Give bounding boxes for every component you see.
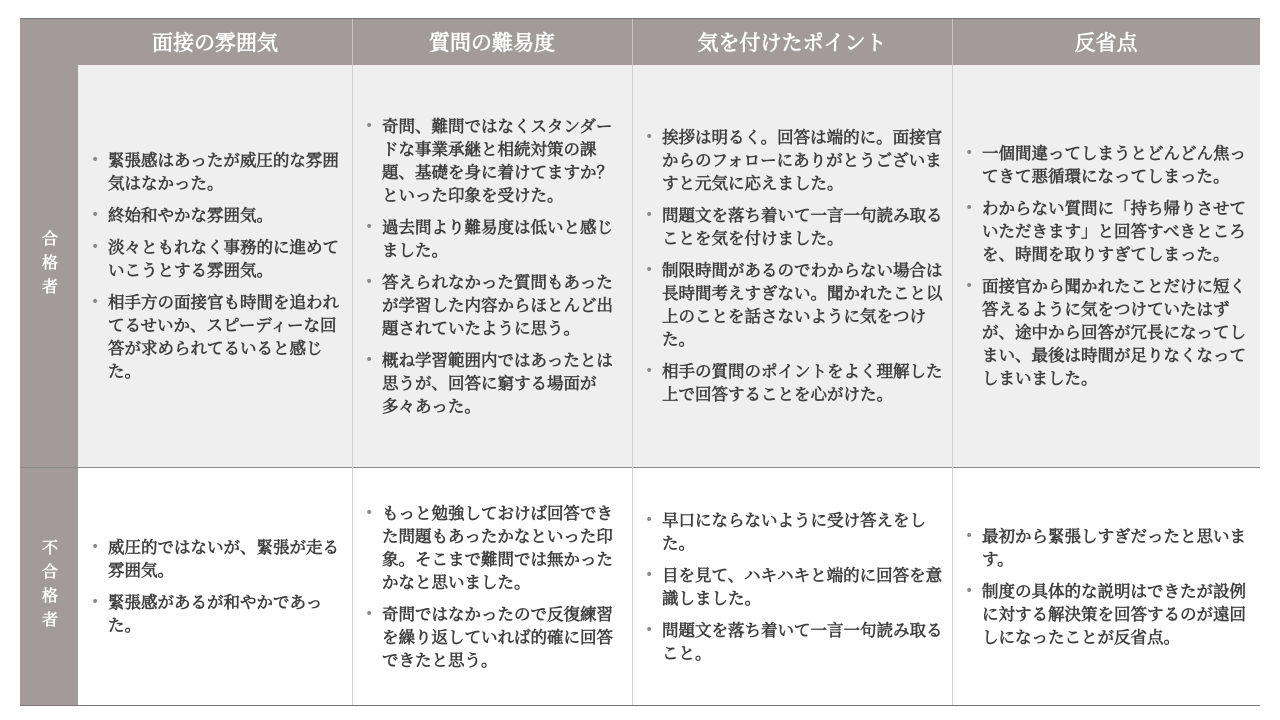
cell-failed-atmosphere: [78, 468, 352, 705]
cell-passed-reflection: [952, 65, 1260, 467]
cell-failed-difficulty: [352, 468, 632, 705]
bullet-item: • 早口にならないように受け答えをした。: [638, 509, 946, 555]
header-points: 気を付けたポイント: [632, 19, 952, 65]
cell-failed-reflection: [952, 468, 1260, 705]
header-difficulty: 質問の難易度: [352, 19, 632, 65]
cell-failed-points: [632, 468, 952, 705]
bullet-item: • 緊張感はあったが威圧的な雰囲気はなかった。: [84, 149, 346, 195]
bullet-item: • 最初から緊張しすぎだったと思います。: [958, 525, 1254, 571]
bullet-item: • もっと勉強しておけば回答できた問題もあったかなといった印象。そこまで難問では無かったかなと思いました。: [358, 502, 626, 594]
bullet-item: • 一個間違ってしまうとどんどん焦ってきて悪循環になってしまった。: [958, 142, 1254, 188]
bullet-item: • 相手方の面接官も時間を追われてるせいか、スピーディーな回答が求められてるいると感じた。: [84, 291, 346, 383]
bullet-item: • 緊張感があるが和やかであった。: [84, 591, 346, 637]
bullet-item: • 面接官から聞かれたことだけに短く答えるように気をつけていたはずが、途中から回答が冗長になってしまい、最後は時間が足りなくなってしまいました。: [958, 275, 1254, 390]
bullet-item: • 制度の具体的な説明はできたが設例に対する解決策を回答するのが遠回しになったことが反省点。: [958, 580, 1254, 649]
bullet-item: • 問題文を落ち着いて一言一句読み取ることを気を付けました。: [638, 204, 946, 250]
header-divider: [352, 19, 353, 65]
cell-passed-difficulty: [352, 65, 632, 467]
bullet-item: • 奇問ではなかったので反復練習を繰り返していれば的確に回答できたと思う。: [358, 603, 626, 672]
header-divider: [632, 19, 633, 65]
comparison-table: [20, 18, 1260, 706]
header-reflection: 反省点: [952, 19, 1260, 65]
row-label-failed: 不合格者: [20, 468, 78, 705]
bullet-item: • 問題文を落ち着いて一言一句読み取ること。: [638, 619, 946, 665]
bullet-item: • 挨拶は明るく。回答は端的に。面接官からのフォローにありがとうございますと元気に応えました。: [638, 126, 946, 195]
bullet-item: • 相手の質問のポイントをよく理解した上で回答することを心がけた。: [638, 360, 946, 406]
bullet-item: • 威圧的ではないが、緊張が走る雰囲気。: [84, 536, 346, 582]
bullet-item: • わからない質問に「持ち帰りさせていただきます」と回答すべきところを、時間を取りすぎてしまった。: [958, 197, 1254, 266]
bullet-item: • 淡々ともれなく事務的に進めていこうとする雰囲気。: [84, 236, 346, 282]
header-atmosphere: 面接の雰囲気: [78, 19, 352, 65]
column-divider: [952, 65, 953, 705]
bullet-item: • 概ね学習範囲内ではあったとは思うが、回答に窮する場面が多々あった。: [358, 349, 626, 418]
row-label-passed: 合格者: [20, 65, 78, 467]
header-divider: [952, 19, 953, 65]
column-divider: [352, 65, 353, 705]
bullet-item: • 制限時間があるのでわからない場合は長時間考えすぎない。聞かれたこと以上のことを話さないように気をつけた。: [638, 259, 946, 351]
cell-passed-points: [632, 65, 952, 467]
bullet-item: • 答えられなかった質問もあったが学習した内容からほとんど出題されていたように思う。: [358, 271, 626, 340]
cell-passed-atmosphere: [78, 65, 352, 467]
bullet-item: • 奇問、難問ではなくスタンダードな事業承継と相続対策の課題、基礎を身に着けてますか？といった印象を受けた。: [358, 115, 626, 207]
bullet-item: • 目を見て、ハキハキと端的に回答を意識しました。: [638, 564, 946, 610]
bullet-item: • 終始和やかな雰囲気。: [84, 204, 346, 227]
bullet-item: • 過去問より難易度は低いと感じました。: [358, 216, 626, 262]
column-divider: [632, 65, 633, 705]
header-corner: [20, 19, 78, 65]
